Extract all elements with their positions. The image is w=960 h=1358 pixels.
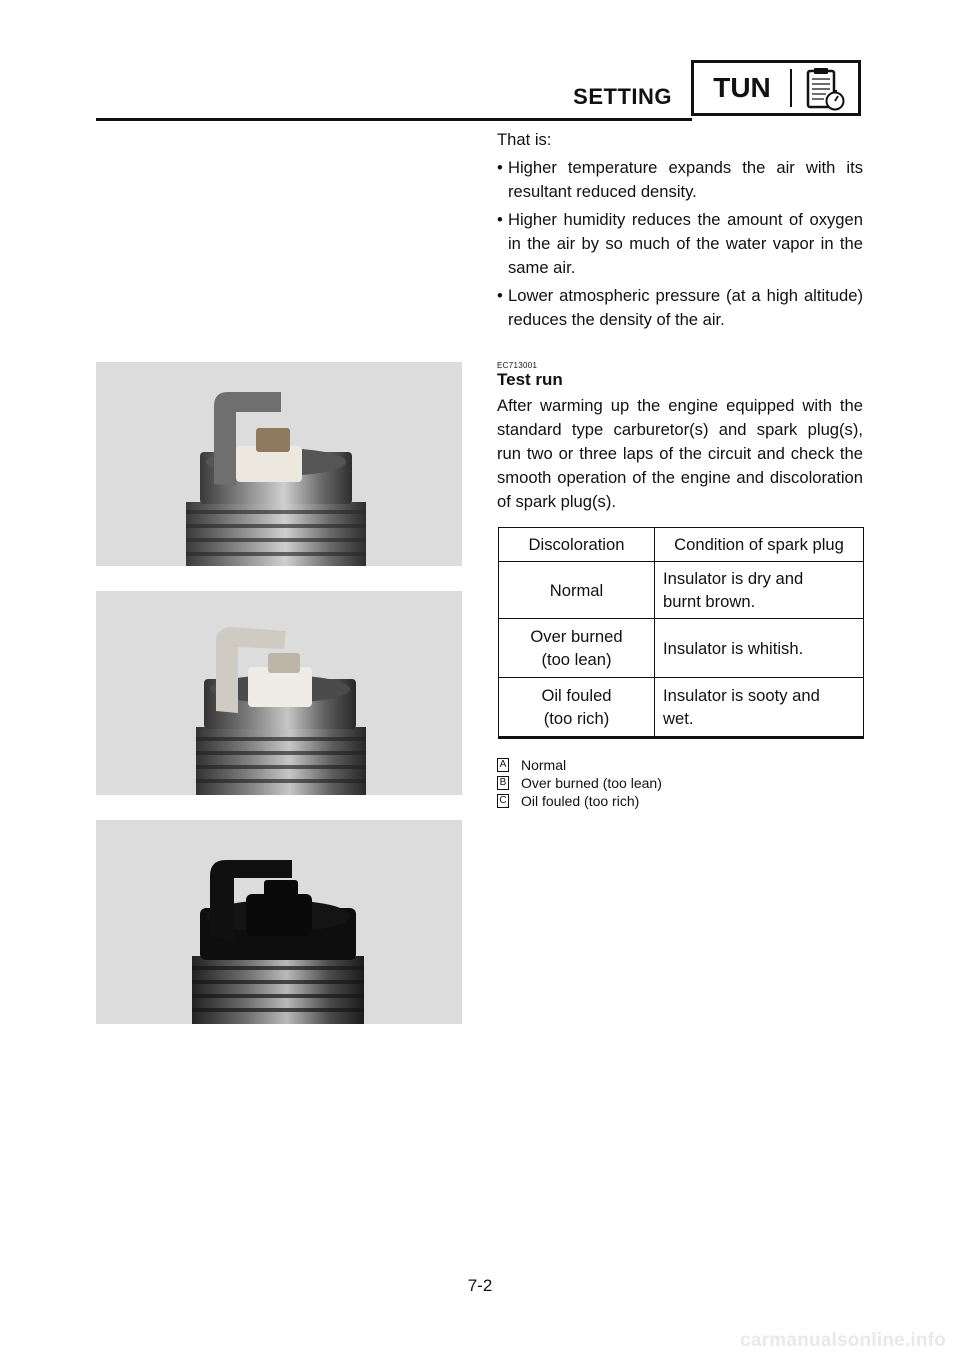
section-code: EC713001	[497, 361, 538, 370]
cell-line: Insulator is dry and	[663, 569, 804, 588]
intro-lead: That is:	[497, 130, 552, 149]
legend-item	[497, 774, 662, 792]
table-cell	[499, 678, 655, 738]
list-item	[497, 208, 863, 280]
table-cell	[499, 619, 655, 678]
table-cell	[655, 678, 864, 738]
list-item	[497, 156, 863, 204]
legend-text: Normal	[521, 757, 567, 773]
test-run-paragraph: After warming up the engine equipped with the standard type carburetor(s) and spark plug(s), run two or three laps of the circuit and check the smooth operation of the engine and discoloration of spark plug(s).	[497, 396, 863, 511]
clipboard-stopwatch-icon	[800, 65, 850, 118]
table-cell	[655, 562, 864, 619]
header-rule	[96, 118, 692, 121]
section-heading: Test run	[497, 370, 563, 389]
column-header: Discoloration	[499, 528, 655, 562]
cell-line: Over burned	[530, 627, 623, 646]
column-header: Condition of spark plug	[655, 528, 864, 562]
intro-block	[497, 128, 863, 336]
cell-line: Insulator is sooty and	[663, 686, 820, 705]
table-row	[499, 562, 864, 619]
discoloration-table	[498, 527, 864, 739]
figure-legend	[497, 756, 662, 810]
spark-plug-oil-fouled-photo	[96, 820, 462, 1024]
legend-text: Oil fouled (too rich)	[521, 793, 640, 809]
cell-line: burnt brown.	[663, 592, 756, 611]
cell-line: Normal	[549, 580, 604, 600]
legend-key: A	[497, 758, 509, 772]
table-header-row	[499, 528, 864, 562]
bullet-symbol: •	[497, 286, 503, 305]
legend-item	[497, 756, 662, 774]
cell-line: Insulator is whitish.	[663, 638, 804, 658]
tab-divider	[790, 69, 792, 107]
bullet-symbol: •	[497, 210, 503, 229]
page-number: 7-2	[467, 1276, 493, 1295]
legend-key: B	[497, 776, 509, 790]
legend-item	[497, 792, 662, 810]
cell-line: (too lean)	[541, 650, 612, 669]
watermark: carmanualsonline.info	[740, 1330, 946, 1351]
legend-key: C	[497, 794, 509, 808]
section-tab	[691, 60, 861, 116]
bullet-text: Higher temperature expands the air with its resultant reduced density.	[508, 158, 863, 201]
table-row	[499, 678, 864, 738]
cell-line: wet.	[663, 709, 694, 728]
list-item	[497, 284, 863, 332]
table-row	[499, 619, 864, 678]
spark-plug-over-burned-photo	[96, 591, 462, 795]
table-cell	[655, 619, 864, 678]
tab-code: TUN	[713, 72, 771, 103]
bullet-text: Higher humidity reduces the amount of oxygen in the air by so much of the water vapor in the same air.	[508, 210, 863, 277]
legend-text: Over burned (too lean)	[521, 775, 662, 791]
bullet-symbol: •	[497, 158, 503, 177]
section-title: SETTING	[573, 84, 672, 109]
cell-line: (too rich)	[543, 709, 610, 728]
bullet-text: Lower atmospheric pressure (at a high altitude) reduces the density of the air.	[508, 286, 863, 329]
spark-plug-normal-photo	[96, 362, 462, 566]
table-cell	[499, 562, 655, 619]
cell-line: Oil fouled	[541, 686, 612, 705]
